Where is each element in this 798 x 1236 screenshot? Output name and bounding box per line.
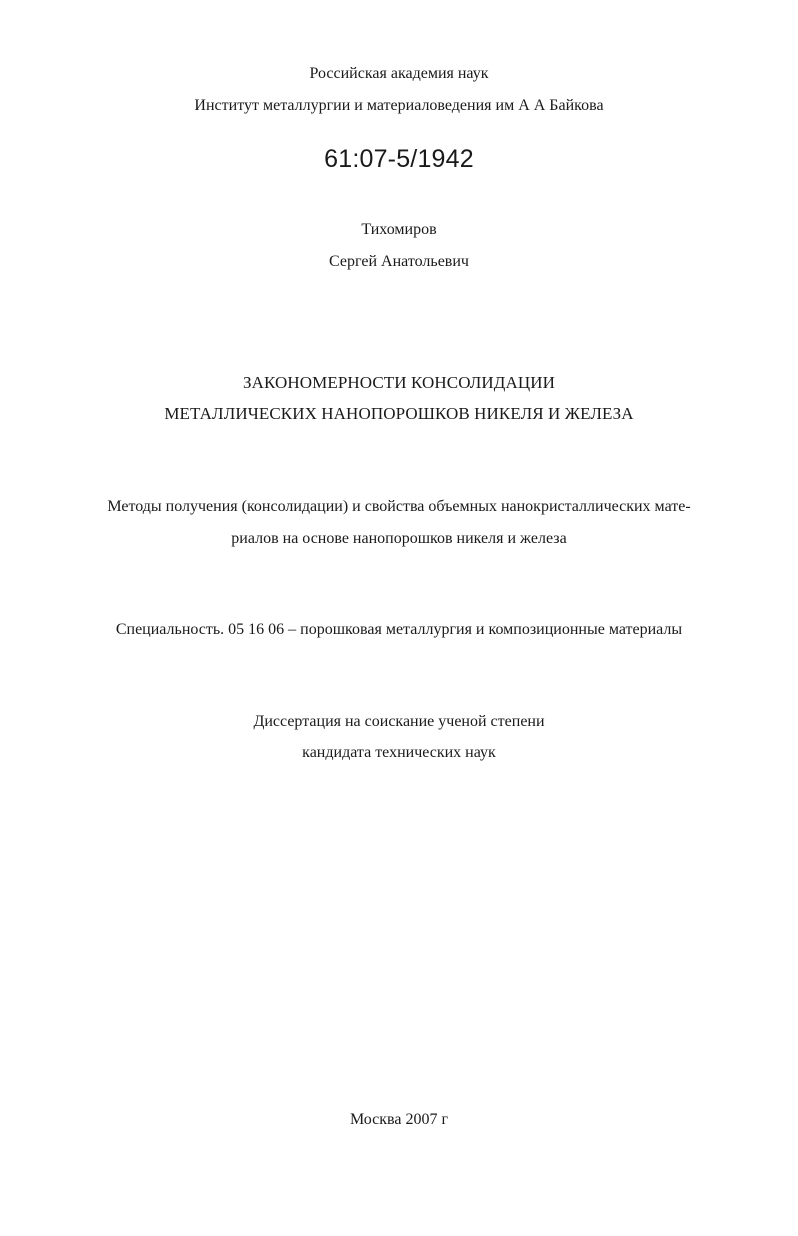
subtitle-line-2: риалов на основе нанопорошков никеля и железа xyxy=(231,530,567,547)
organization-name: Российская академия наук xyxy=(309,65,489,82)
author-surname: Тихомиров xyxy=(361,221,437,238)
subtitle-line-1: Методы получения (консолидации) и свойства объемных нанокристаллических мате- xyxy=(107,498,691,515)
degree-line-2: кандидата технических наук xyxy=(302,744,496,761)
thesis-title-line-1: ЗАКОНОМЕРНОСТИ КОНСОЛИДАЦИИ xyxy=(243,373,555,392)
specialty-line: Специальность. 05 16 06 – порошковая металлургия и композиционные материалы xyxy=(115,621,683,638)
thesis-title-line-2: МЕТАЛЛИЧЕСКИХ НАНОПОРОШКОВ НИКЕЛЯ И ЖЕЛЕЗА xyxy=(164,404,634,423)
place-and-year: Москва 2007 г xyxy=(349,1111,449,1128)
author-given-names: Сергей Анатольевич xyxy=(329,253,469,270)
degree-line-1: Диссертация на соискание ученой степени xyxy=(253,713,545,730)
catalog-code: 61:07-5/1942 xyxy=(324,145,474,173)
institute-name: Институт металлургии и материаловедения им А А Байкова xyxy=(194,97,604,114)
